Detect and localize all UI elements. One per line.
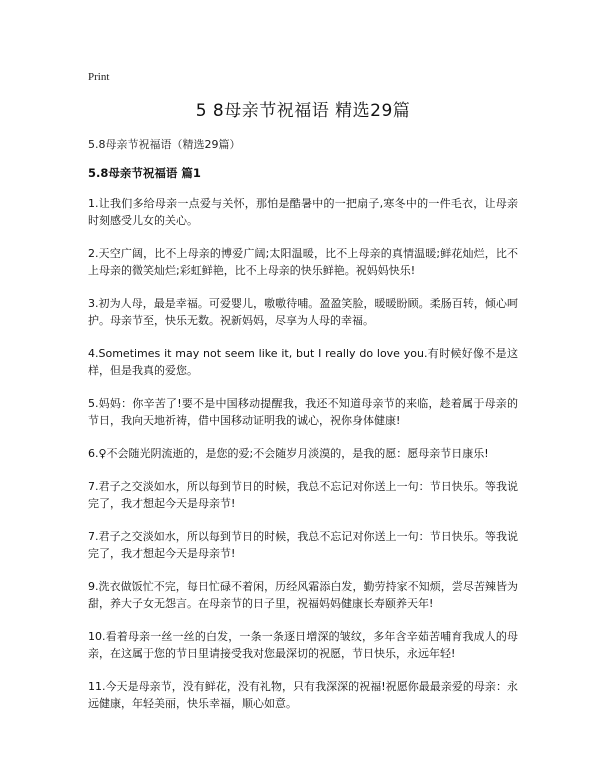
entry-item: 10.看着母亲一丝一丝的白发，一条一条逐日增深的皱纹，多年含辛茹苦哺育我成人的母亲，在这属于您的节日里请接受我对您最深切的祝愿，节日快乐，永远年轻! xyxy=(88,630,518,660)
entry-item: 4.Sometimes it may not seem like it, but I really do love you.有时候好像不是这样，但是我真的爱您。 xyxy=(88,347,518,377)
entry-item: 5.妈妈：你辛苦了!要不是中国移动提醒我，我还不知道母亲节的来临，趁着属于母亲的节日，我向天地祈祷，借中国移动证明我的诚心，祝你身体健康! xyxy=(88,397,518,427)
entry-item: 7.君子之交淡如水，所以每到节日的时候，我总不忘记对你送上一句：节日快乐。等我说完了，我才想起今天是母亲节! xyxy=(88,480,518,510)
entry-item: 6.♀不会随光阴流逝的，是您的爱;不会随岁月淡漠的，是我的愿：愿母亲节日康乐! xyxy=(88,447,489,460)
entry-item: 1.让我们多给母亲一点爱与关怀，那怕是酷暑中的一把扇子,寒冬中的一件毛衣，让母亲时刻感受儿女的关心。 xyxy=(88,197,518,227)
print-label[interactable]: Print xyxy=(88,71,110,83)
entry-item: 3.初为人母，最是幸福。可爱婴儿，嗷嗷待哺。盈盈笑脸，暖暖盼顾。柔肠百转，倾心呵护。母亲节至，快乐无数。祝新妈妈，尽享为人母的幸福。 xyxy=(88,297,518,327)
entry-list xyxy=(88,195,518,712)
entry-item: 2.天空广阔，比不上母亲的博爱广阔;太阳温暖，比不上母亲的真情温暖;鲜花灿烂，比不上母亲的微笑灿烂;彩虹鲜艳，比不上母亲的快乐鲜艳。祝妈妈快乐! xyxy=(88,247,518,277)
entry-item: 9.洗衣做饭忙不完，每日忙碌不着闲，历经风霜添白发，勤劳持家不知烦，尝尽苦辣皆为甜，养大子女无怨言。在母亲节的日子里，祝福妈妈健康长寿颐养天年! xyxy=(88,580,518,610)
document-title: 5 8母亲节祝福语 精选29篇 xyxy=(195,101,411,121)
entry-item: 7.君子之交淡如水，所以每到节日的时候，我总不忘记对你送上一句：节日快乐。等我说完了，我才想起今天是母亲节! xyxy=(88,530,518,560)
document-subtitle: 5.8母亲节祝福语（精选29篇） xyxy=(88,138,241,151)
section-heading: 5.8母亲节祝福语 篇1 xyxy=(88,166,201,180)
entry-item: 11.今天是母亲节，没有鲜花，没有礼物，只有我深深的祝福!祝愿你最最亲爱的母亲：永远健康，年轻美丽，快乐幸福，顺心如意。 xyxy=(88,680,518,710)
